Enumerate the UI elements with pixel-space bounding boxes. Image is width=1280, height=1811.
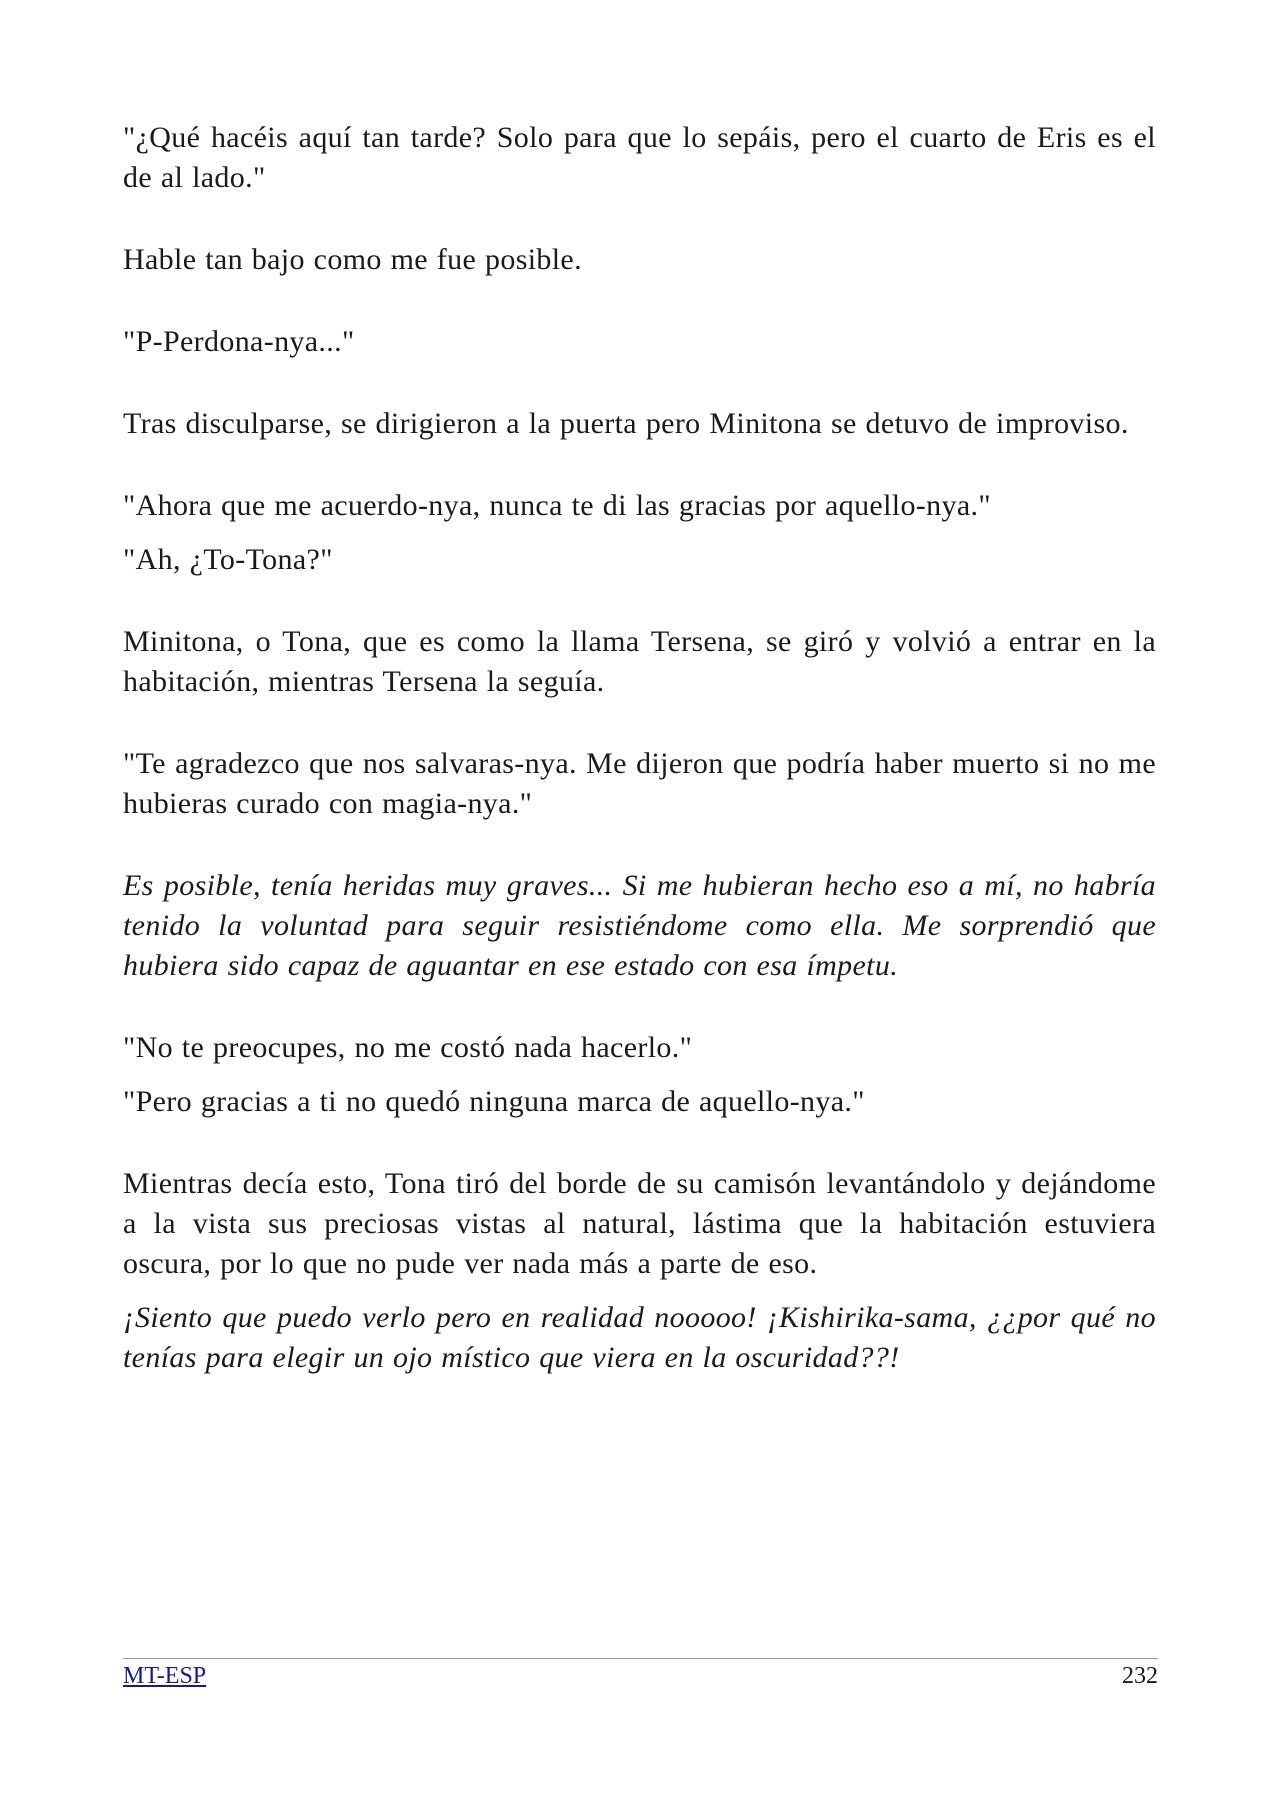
page-body xyxy=(123,118,1156,1378)
paragraph-12: Mientras decía esto, Tona tiró del borde de su camisón levantándolo y dejándome a la vista sus preciosas vistas al natural, lástima que la habitación estuviera oscura, por lo que no pude ver nada más a parte de eso. xyxy=(123,1167,1156,1280)
paragraph-3: "P-Perdona-nya..." xyxy=(123,325,355,358)
paragraph-10: "No te preocupes, no me costó nada hacerlo." xyxy=(123,1031,693,1064)
paragraph-5: "Ahora que me acuerdo-nya, nunca te di las gracias por aquello-nya." xyxy=(123,489,991,522)
footer-link-mt-esp[interactable]: MT-ESP xyxy=(123,1663,207,1689)
paragraph-9-thought: Es posible, tenía heridas muy graves... Si me hubieran hecho eso a mí, no habría tenido la voluntad para seguir resistiéndome como ella. Me sorprendió que hubiera sido capaz de aguantar en ese estado con esa ímpetu. xyxy=(123,869,1156,982)
paragraph-4: Tras disculparse, se dirigieron a la puerta pero Minitona se detuvo de improviso. xyxy=(123,407,1129,440)
paragraph-6: "Ah, ¿To-Tona?" xyxy=(123,543,333,576)
footer-divider xyxy=(123,1658,1158,1659)
paragraph-8: "Te agradezco que nos salvaras-nya. Me dijeron que podría haber muerto si no me hubieras curado con magia-nya." xyxy=(123,747,1156,820)
paragraph-11: "Pero gracias a ti no quedó ninguna marca de aquello-nya." xyxy=(123,1085,865,1118)
page-footer xyxy=(123,1661,1158,1691)
paragraph-13-thought: ¡Siento que puedo verlo pero en realidad nooooo! ¡Kishirika-sama, ¿¿por qué no tenías para elegir un ojo místico que viera en la oscuridad??! xyxy=(123,1301,1156,1374)
paragraph-2: Hable tan bajo como me fue posible. xyxy=(123,243,582,276)
page-number: 232 xyxy=(1122,1663,1158,1689)
paragraph-7: Minitona, o Tona, que es como la llama Tersena, se giró y volvió a entrar en la habitación, mientras Tersena la seguía. xyxy=(123,625,1156,698)
paragraph-1: "¿Qué hacéis aquí tan tarde? Solo para que lo sepáis, pero el cuarto de Eris es el de al lado." xyxy=(123,121,1156,194)
